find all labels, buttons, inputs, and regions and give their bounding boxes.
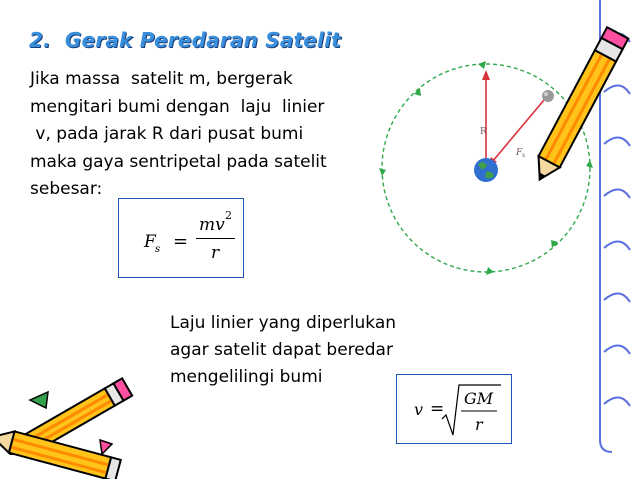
force-numerator: mv [199, 215, 225, 235]
intro-line: mengitari bumi dengan laju linier [30, 96, 325, 117]
equals-sign: = [173, 231, 189, 252]
title-number: 2. [29, 28, 51, 52]
desc-line: agar satelit dapat beredar [170, 340, 393, 360]
intro-line: maka gaya sentripetal pada satelit [30, 151, 327, 172]
force-subscript: s [155, 244, 161, 255]
radius-label: R [480, 127, 487, 137]
title-text: Gerak Peredaran Satelit [64, 28, 341, 52]
force-exponent: 2 [225, 209, 232, 222]
speed-denominator: r [475, 415, 483, 434]
speed-symbol: v [414, 400, 424, 419]
orbit-diagram [379, 61, 593, 275]
force-symbol: F [144, 232, 156, 252]
earth-icon [474, 158, 498, 182]
force-label: F [516, 148, 523, 158]
equals-sign: = [430, 399, 445, 419]
intro-line: Jika massa satelit m, bergerak [30, 69, 293, 89]
desc-line: mengelilingi bumi [170, 367, 323, 387]
desc-line: Laju linier yang diperlukan [170, 313, 397, 333]
speed-numerator: GM [464, 389, 494, 408]
pencils-bottom-left-icon [0, 378, 132, 479]
force-denominator: r [211, 243, 220, 263]
pencil-top-right-icon [528, 27, 628, 187]
intro-line: sebesar: [30, 179, 103, 199]
satellite-icon [542, 90, 554, 102]
intro-line: v, pada jarak R dari pusat bumi [30, 124, 304, 144]
force-label-sub: s [522, 152, 526, 159]
